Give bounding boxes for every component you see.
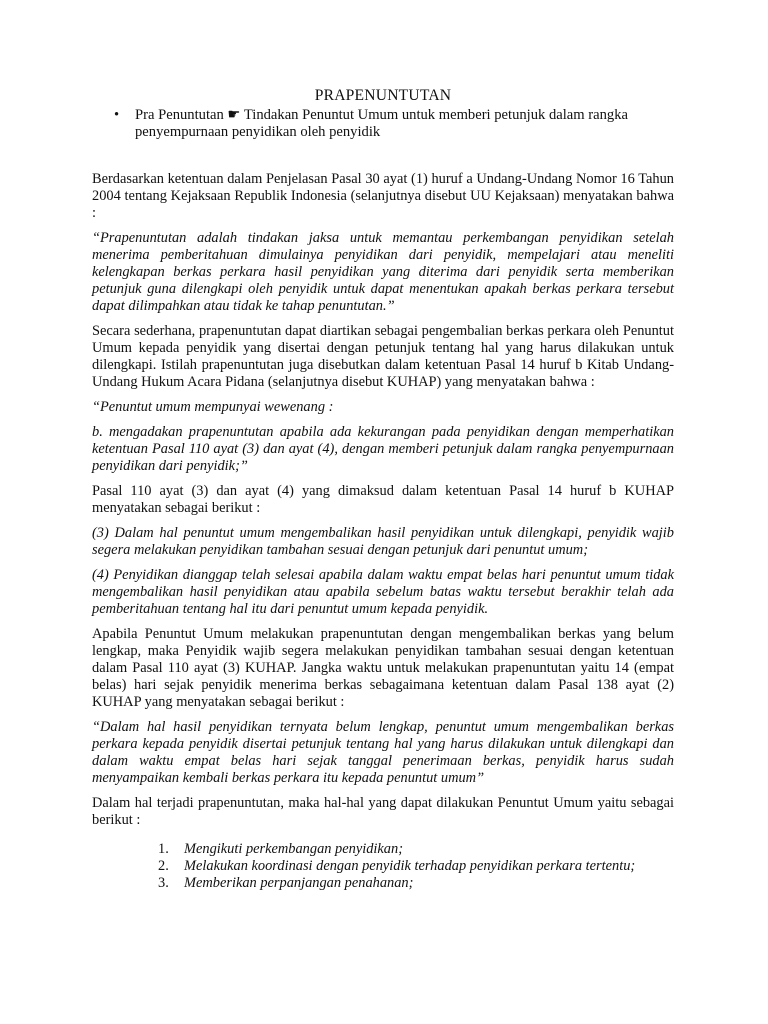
list-item-number: 3. [158, 875, 169, 891]
actions-list [158, 841, 674, 892]
list-item-text: Mengikuti perkembangan penyidikan; [184, 841, 403, 857]
paragraph-apabila-penuntut-umum: Apabila Penuntut Umum melakukan prapenuntutan dengan mengembalikan berkas yang belum lengkap, maka Penyidik wajib segera melakukan penyidikan tambahan sesuai dengan ketentuan dalam Pasal 110 ayat (3) KUHAP. Jangka waktu untuk melakukan prapenuntutan yaitu 14 (empat belas) hari sejak penyidik menerima berkas sebagaimana ketentuan dalam Pasal 138 ayat (2) KUHAP yang menyatakan sebagai berikut : [92, 626, 674, 710]
quote-pasal-110-ayat-4: (4) Penyidikan dianggap telah selesai apabila dalam waktu empat belas hari penuntut umum tidak mengembalikan hasil penyidikan atau apabila sebelum batas waktu tersebut berakhir telah ada pemberitahuan tentang hal itu dari penuntut umum kepada penyidik. [92, 567, 674, 617]
list-item-number: 2. [158, 858, 169, 874]
quote-definisi-prapenuntutan: “Prapenuntutan adalah tindakan jaksa untuk memantau perkembangan penyidikan setelah menerima pemberitahuan dimulainya penyidikan dari penyidik, mempelajari atau meneliti kelengkapan berkas perkara hasil penyidikan yang diterima dari penyidik serta memberikan petunjuk guna dilengkapi oleh penyidik untuk dapat menentukan apakah berkas perkara tersebut dapat dilimpahkan atau tidak ke tahap penuntutan.” [92, 230, 674, 314]
list-item-number: 1. [158, 841, 169, 857]
document-page [92, 86, 674, 892]
document-title: PRAPENUNTUTAN [314, 87, 452, 104]
paragraph-penjelasan-pasal-30: Berdasarkan ketentuan dalam Penjelasan Pasal 30 ayat (1) huruf a Undang-Undang Nomor 16 Tahun 2004 tentang Kejaksaan Republik Indonesia (selanjutnya disebut UU Kejaksaan) menyatakan bahwa : [92, 171, 674, 221]
paragraph-pasal-110: Pasal 110 ayat (3) dan ayat (4) yang dimaksud dalam ketentuan Pasal 14 huruf b KUHAP menyatakan sebagai berikut : [92, 483, 674, 516]
list-item [158, 858, 674, 875]
paragraph-hal-hal-yang-dapat-dilakukan: Dalam hal terjadi prapenuntutan, maka hal-hal yang dapat dilakukan Penuntut Umum yaitu sebagai berikut : [92, 795, 674, 828]
quote-pasal-110-ayat-3: (3) Dalam hal penuntut umum mengembalikan hasil penyidikan untuk dilengkapi, penyidik wajib segera melakukan penyidikan tambahan sesuai dengan petunjuk dari penuntut umum; [92, 525, 674, 558]
summary-bullet [114, 107, 674, 141]
quote-pasal-138-ayat-2: “Dalam hal hasil penyidikan ternyata belum lengkap, penuntut umum mengembalikan berkas perkara kepada penyidik disertai petunjuk tentang hal yang harus dilakukan untuk dilengkapi dan dalam waktu empat belas hari sejak tanggal penerimaan berkas, penyidik harus sudah menyampaikan kembali berkas perkara itu kepada penuntut umum” [92, 719, 674, 786]
quote-wewenang-b: b. mengadakan prapenuntutan apabila ada kekurangan pada penyidikan dengan memperhatikan ketentuan Pasal 110 ayat (3) dan ayat (4), dengan memberi petunjuk dalam rangka penyempurnaan penyidikan dari penyidik;” [92, 424, 674, 474]
list-item [158, 841, 674, 858]
bullet-text: Pra Penuntutan ☛ Tindakan Penuntut Umum untuk memberi petunjuk dalam rangka penyempurnaan penyidikan oleh penyidik [135, 107, 628, 140]
paragraph-secara-sederhana: Secara sederhana, prapenuntutan dapat diartikan sebagai pengembalian berkas perkara oleh Penuntut Umum kepada penyidik yang disertai dengan petunjuk tentang hal yang harus dilakukan untuk dilengkapi. Istilah prapenuntutan juga disebutkan dalam ketentuan Pasal 14 huruf b Kitab Undang-Undang Hukum Acara Pidana (selanjutnya disebut KUHAP) yang menyatakan bahwa : [92, 323, 674, 390]
quote-wewenang-intro: “Penuntut umum mempunyai wewenang : [92, 399, 334, 415]
list-item-text: Memberikan perpanjangan penahanan; [184, 875, 414, 891]
list-item [158, 875, 674, 892]
bullet-icon: • [114, 107, 120, 123]
list-item-text: Melakukan koordinasi dengan penyidik terhadap penyidikan perkara tertentu; [184, 858, 636, 874]
